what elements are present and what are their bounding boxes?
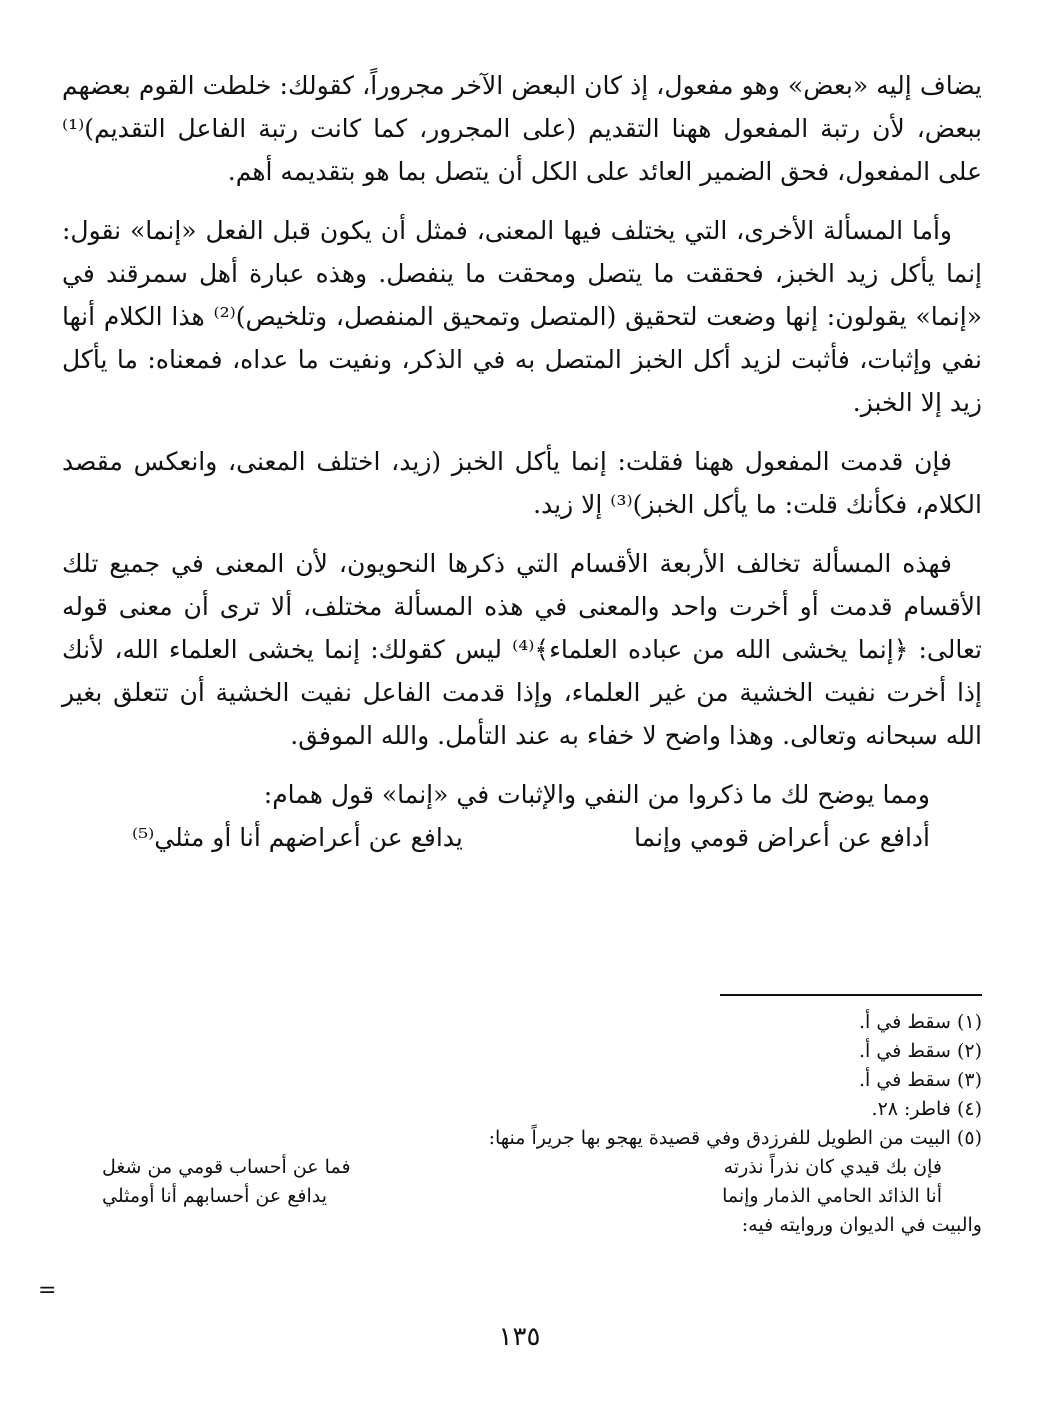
footnote-2: (٢) سقط في أ.	[859, 1040, 982, 1062]
continuation-mark: =	[38, 1278, 57, 1303]
poem-verse	[62, 816, 982, 859]
main-text	[62, 64, 982, 859]
paragraph-4: فهذه المسألة تخالف الأربعة الأقسام التي ذكرها النحويون، لأن المعنى في جميع تلك الأقسام قدمت أو أخرت واحد والمعنى في هذه المسألة مختلف، ألا ترى أن معنى قوله تعالى: ﴿إنما يخشى الله من عباده العلماء﴾⁽⁴⁾ ليس كقولك: إنما يخشى العلماء الله، لأنك إذا أخرت نفيت الخشية من غير العلماء، وإذا قدمت الفاعل نفيت الخشية أن تتعلق بغير الله سبحانه وتعالى. وهذا واضح لا خفاء به عند التأمل. والله الموفق.	[62, 549, 982, 750]
verse-first-hemistich: أدافع عن أعراض قومي وإنما	[634, 823, 930, 852]
footnote-verse-2-second: يدافع عن أحسابهم أنا أومثلي	[102, 1185, 327, 1207]
footnote-verse-1	[62, 1153, 982, 1182]
footnote-4: (٤) فاطر: ٢٨.	[871, 1098, 982, 1120]
verse-second-hemistich: يدافع عن أعراضهم أنا أو مثلي⁽⁵⁾	[132, 823, 463, 852]
page-number: ١٣٥	[498, 1322, 541, 1352]
footnote-divider	[720, 994, 982, 996]
footnote-1: (١) سقط في أ.	[859, 1011, 982, 1033]
footnotes	[62, 1008, 982, 1240]
footnote-verse-2	[62, 1182, 982, 1211]
footnote-verse-2-first: أنا الذائد الحامي الذمار وإنما	[722, 1185, 942, 1207]
paragraph-1: يضاف إليه «بعض» وهو مفعول، إذ كان البعض الآخر مجروراً، كقولك: خلطت القوم بعضهم ببعض، لأن رتبة المفعول ههنا التقديم (على المجرور، كما كانت رتبة الفاعل التقديم)⁽¹⁾ على المفعول، فحق الضمير العائد على الكل أن يتصل بما هو بتقديمه أهم.	[62, 71, 982, 186]
paragraph-2: وأما المسألة الأخرى، التي يختلف فيها المعنى، فمثل أن يكون قبل الفعل «إنما» نقول: إنما يأكل زيد الخبز، فحققت ما يتصل ومحقت ما ينفصل. وهذه عبارة أهل سمرقند في «إنما» يقولون: إنها وضعت لتحقيق (المتصل وتمحيق المنفصل، وتلخيص)⁽²⁾ هذا الكلام أنها نفي وإثبات، فأثبت لزيد أكل الخبز المتصل به في الذكر، ونفيت ما عداه، فمعناه: ما يأكل زيد إلا الخبز.	[62, 216, 983, 417]
footnote-5: (٥) البيت من الطويل للفرزدق وفي قصيدة يهجو بها جريراً منها:	[488, 1127, 982, 1149]
verse-intro: ومما يوضح لك ما ذكروا من النفي والإثبات في «إنما» قول همام:	[263, 780, 930, 809]
footnote-verse-1-second: فما عن أحساب قومي من شغل	[102, 1156, 351, 1178]
footnote-3: (٣) سقط في أ.	[859, 1069, 982, 1091]
footnote-5-end: والبيت في الديوان وروايته فيه:	[741, 1214, 982, 1236]
footnote-verse-1-first: فإن بك قيدي كان نذراً نذرته	[723, 1156, 942, 1178]
paragraph-3: فإن قدمت المفعول ههنا فقلت: إنما يأكل الخبز (زيد، اختلف المعنى، وانعكس مقصد الكلام، فكأنك قلت: ما يأكل الخبز)⁽³⁾ إلا زيد.	[62, 447, 982, 519]
